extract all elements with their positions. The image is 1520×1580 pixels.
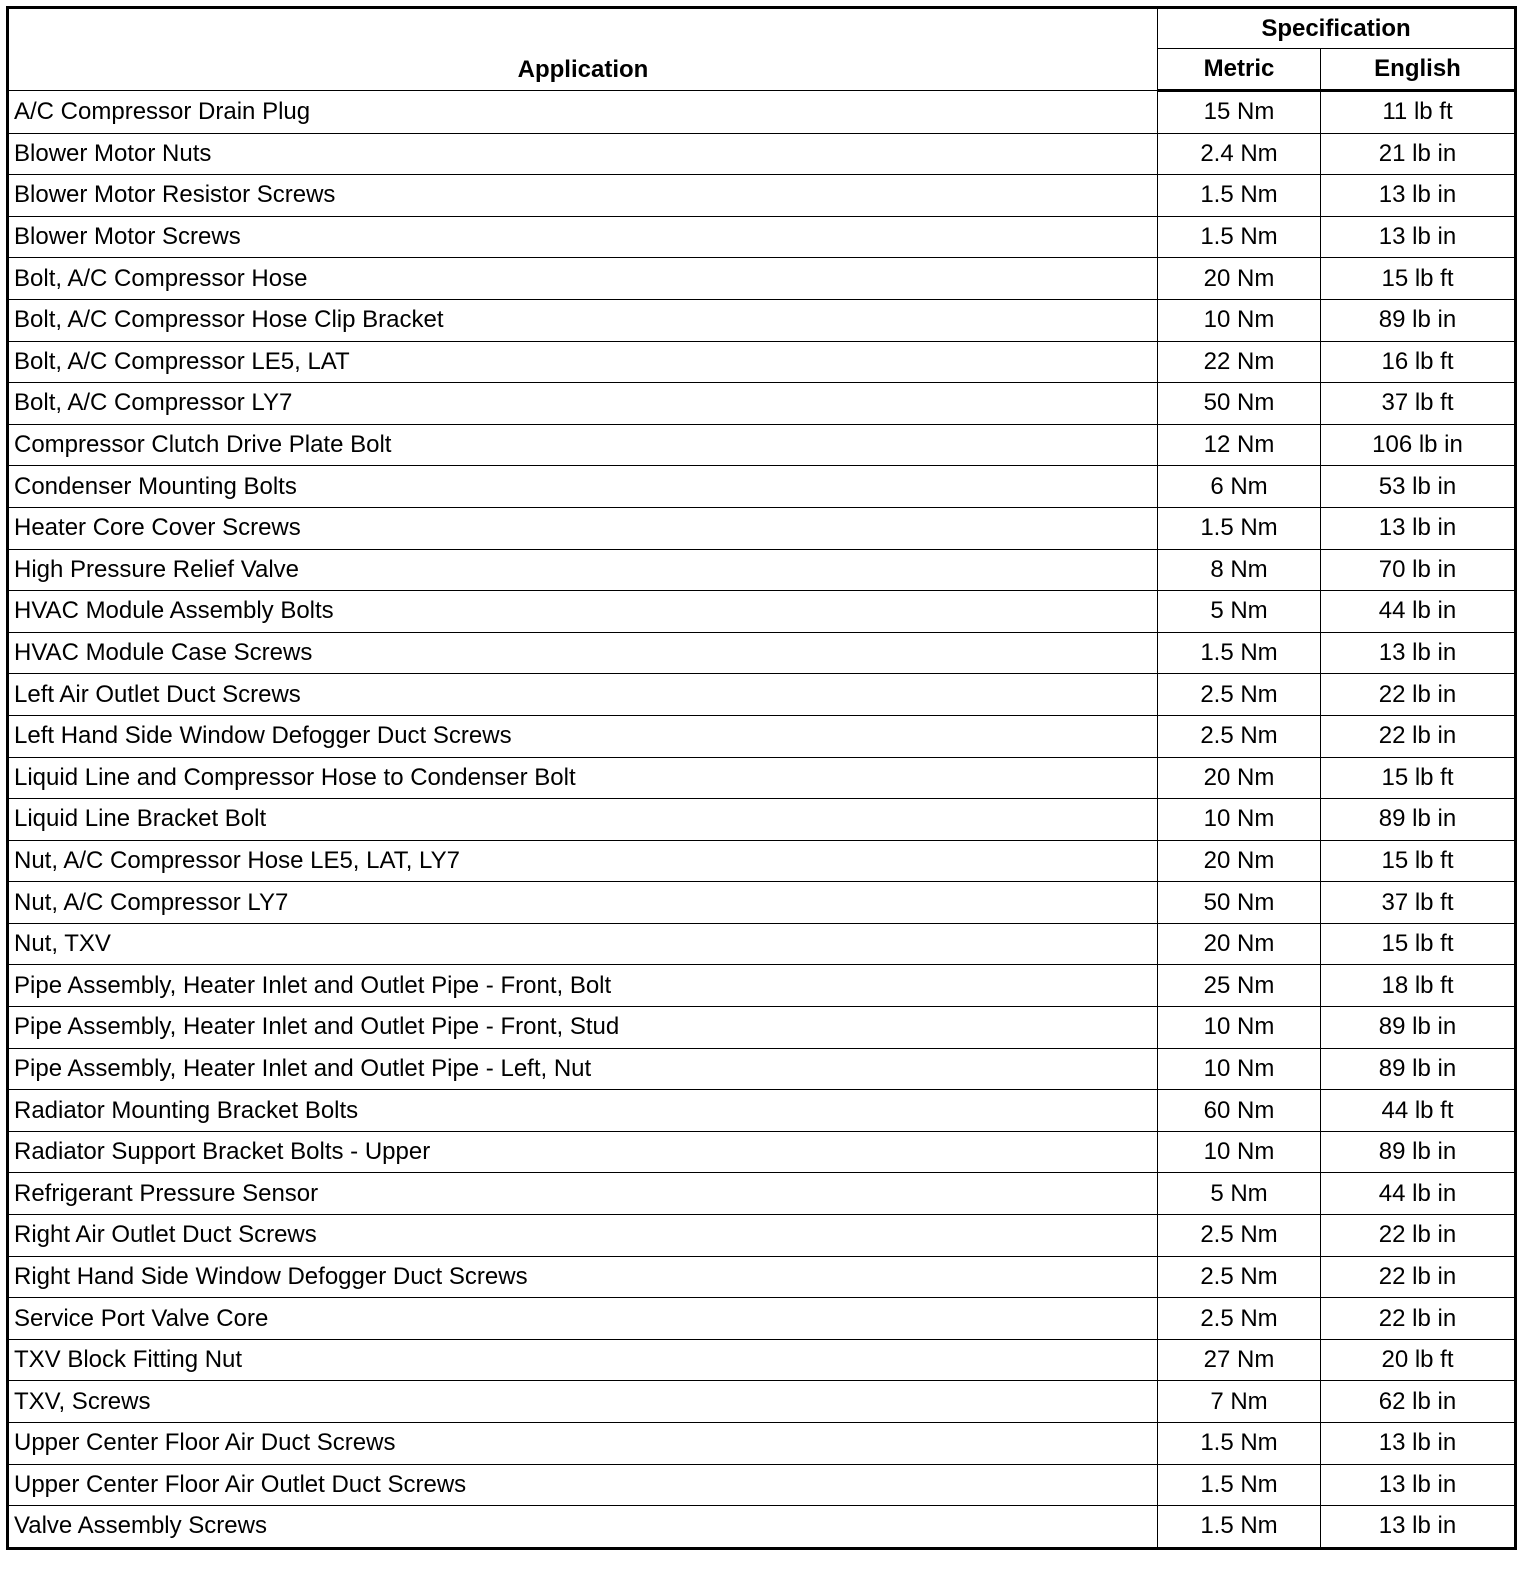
metric-cell: 50 Nm [1158, 383, 1321, 425]
table-row [8, 1506, 1516, 1549]
english-cell: 106 lb in [1321, 424, 1516, 466]
application-cell: Service Port Valve Core [8, 1298, 1158, 1340]
application-cell: Condenser Mounting Bolts [8, 466, 1158, 508]
table-row [8, 258, 1516, 300]
application-cell: Compressor Clutch Drive Plate Bolt [8, 424, 1158, 466]
table-row [8, 1464, 1516, 1506]
english-cell: 20 lb ft [1321, 1339, 1516, 1381]
metric-cell: 1.5 Nm [1158, 1464, 1321, 1506]
application-cell: Liquid Line Bracket Bolt [8, 799, 1158, 841]
application-cell: HVAC Module Case Screws [8, 632, 1158, 674]
table-row [8, 757, 1516, 799]
application-cell: Bolt, A/C Compressor LE5, LAT [8, 341, 1158, 383]
application-cell: Right Hand Side Window Defogger Duct Screws [8, 1256, 1158, 1298]
english-cell: 44 lb in [1321, 1173, 1516, 1215]
metric-cell: 1.5 Nm [1158, 1506, 1321, 1549]
metric-cell: 20 Nm [1158, 923, 1321, 965]
metric-cell: 60 Nm [1158, 1090, 1321, 1132]
table-row [8, 133, 1516, 175]
metric-cell: 6 Nm [1158, 466, 1321, 508]
table-row [8, 1339, 1516, 1381]
application-cell: Nut, A/C Compressor Hose LE5, LAT, LY7 [8, 840, 1158, 882]
table-row [8, 965, 1516, 1007]
english-cell: 15 lb ft [1321, 757, 1516, 799]
english-cell: 44 lb ft [1321, 1090, 1516, 1132]
application-cell: Nut, TXV [8, 923, 1158, 965]
application-cell: Liquid Line and Compressor Hose to Condenser Bolt [8, 757, 1158, 799]
table-row [8, 591, 1516, 633]
english-cell: 89 lb in [1321, 1007, 1516, 1049]
english-cell: 13 lb in [1321, 507, 1516, 549]
metric-cell: 1.5 Nm [1158, 216, 1321, 258]
application-cell: High Pressure Relief Valve [8, 549, 1158, 591]
english-cell: 62 lb in [1321, 1381, 1516, 1423]
table-row [8, 715, 1516, 757]
table-row [8, 299, 1516, 341]
application-cell: Upper Center Floor Air Duct Screws [8, 1423, 1158, 1465]
application-cell: Heater Core Cover Screws [8, 507, 1158, 549]
table-row [8, 1131, 1516, 1173]
english-cell: 89 lb in [1321, 1048, 1516, 1090]
english-cell: 13 lb in [1321, 632, 1516, 674]
english-cell: 22 lb in [1321, 1256, 1516, 1298]
application-cell: A/C Compressor Drain Plug [8, 91, 1158, 134]
metric-header: Metric [1158, 49, 1321, 91]
application-cell: Bolt, A/C Compressor LY7 [8, 383, 1158, 425]
table-row [8, 424, 1516, 466]
table-body [8, 91, 1516, 1549]
english-cell: 15 lb ft [1321, 258, 1516, 300]
application-cell: Valve Assembly Screws [8, 1506, 1158, 1549]
metric-cell: 2.5 Nm [1158, 715, 1321, 757]
table-row [8, 216, 1516, 258]
english-cell: 16 lb ft [1321, 341, 1516, 383]
metric-cell: 10 Nm [1158, 299, 1321, 341]
table-row [8, 507, 1516, 549]
english-cell: 15 lb ft [1321, 923, 1516, 965]
table-row [8, 923, 1516, 965]
metric-cell: 20 Nm [1158, 840, 1321, 882]
table-row [8, 466, 1516, 508]
specification-header: Specification [1158, 8, 1516, 49]
metric-cell: 25 Nm [1158, 965, 1321, 1007]
english-cell: 22 lb in [1321, 1298, 1516, 1340]
table-row [8, 383, 1516, 425]
metric-cell: 12 Nm [1158, 424, 1321, 466]
table-row [8, 1298, 1516, 1340]
header-row [8, 8, 1516, 49]
metric-cell: 10 Nm [1158, 1048, 1321, 1090]
metric-cell: 8 Nm [1158, 549, 1321, 591]
table-row [8, 175, 1516, 217]
table-row [8, 1256, 1516, 1298]
metric-cell: 22 Nm [1158, 341, 1321, 383]
metric-cell: 2.5 Nm [1158, 674, 1321, 716]
table-row [8, 1007, 1516, 1049]
english-cell: 21 lb in [1321, 133, 1516, 175]
metric-cell: 2.5 Nm [1158, 1298, 1321, 1340]
table-header [8, 8, 1516, 91]
application-header: Application [8, 8, 1158, 91]
application-cell: HVAC Module Assembly Bolts [8, 591, 1158, 633]
application-cell: Bolt, A/C Compressor Hose Clip Bracket [8, 299, 1158, 341]
table-row [8, 1048, 1516, 1090]
application-cell: Nut, A/C Compressor LY7 [8, 882, 1158, 924]
metric-cell: 10 Nm [1158, 799, 1321, 841]
metric-cell: 15 Nm [1158, 91, 1321, 134]
english-cell: 13 lb in [1321, 1506, 1516, 1549]
english-cell: 22 lb in [1321, 674, 1516, 716]
application-cell: Upper Center Floor Air Outlet Duct Screws [8, 1464, 1158, 1506]
metric-cell: 1.5 Nm [1158, 1423, 1321, 1465]
application-cell: Right Air Outlet Duct Screws [8, 1215, 1158, 1257]
metric-cell: 1.5 Nm [1158, 175, 1321, 217]
english-cell: 13 lb in [1321, 216, 1516, 258]
english-cell: 13 lb in [1321, 1423, 1516, 1465]
table-row [8, 1423, 1516, 1465]
table-row [8, 1381, 1516, 1423]
application-cell: Pipe Assembly, Heater Inlet and Outlet Pipe - Front, Stud [8, 1007, 1158, 1049]
metric-cell: 7 Nm [1158, 1381, 1321, 1423]
english-cell: 37 lb ft [1321, 383, 1516, 425]
table-row [8, 674, 1516, 716]
application-cell: Radiator Mounting Bracket Bolts [8, 1090, 1158, 1132]
application-cell: Left Air Outlet Duct Screws [8, 674, 1158, 716]
application-cell: Pipe Assembly, Heater Inlet and Outlet Pipe - Left, Nut [8, 1048, 1158, 1090]
application-cell: TXV Block Fitting Nut [8, 1339, 1158, 1381]
table-row [8, 1090, 1516, 1132]
metric-cell: 5 Nm [1158, 1173, 1321, 1215]
table-row [8, 799, 1516, 841]
torque-spec-table [6, 6, 1517, 1550]
english-cell: 15 lb ft [1321, 840, 1516, 882]
english-header: English [1321, 49, 1516, 91]
english-cell: 89 lb in [1321, 299, 1516, 341]
application-cell: Pipe Assembly, Heater Inlet and Outlet Pipe - Front, Bolt [8, 965, 1158, 1007]
english-cell: 22 lb in [1321, 1215, 1516, 1257]
metric-cell: 27 Nm [1158, 1339, 1321, 1381]
table-row [8, 632, 1516, 674]
metric-cell: 1.5 Nm [1158, 632, 1321, 674]
application-cell: Radiator Support Bracket Bolts - Upper [8, 1131, 1158, 1173]
english-cell: 70 lb in [1321, 549, 1516, 591]
table-row [8, 549, 1516, 591]
english-cell: 22 lb in [1321, 715, 1516, 757]
metric-cell: 50 Nm [1158, 882, 1321, 924]
application-cell: Refrigerant Pressure Sensor [8, 1173, 1158, 1215]
metric-cell: 20 Nm [1158, 258, 1321, 300]
english-cell: 13 lb in [1321, 175, 1516, 217]
metric-cell: 5 Nm [1158, 591, 1321, 633]
application-cell: Blower Motor Nuts [8, 133, 1158, 175]
metric-cell: 2.5 Nm [1158, 1215, 1321, 1257]
english-cell: 44 lb in [1321, 591, 1516, 633]
english-cell: 37 lb ft [1321, 882, 1516, 924]
english-cell: 89 lb in [1321, 799, 1516, 841]
metric-cell: 1.5 Nm [1158, 507, 1321, 549]
table-row [8, 1215, 1516, 1257]
english-cell: 13 lb in [1321, 1464, 1516, 1506]
metric-cell: 2.5 Nm [1158, 1256, 1321, 1298]
english-cell: 89 lb in [1321, 1131, 1516, 1173]
metric-cell: 2.4 Nm [1158, 133, 1321, 175]
english-cell: 18 lb ft [1321, 965, 1516, 1007]
english-cell: 11 lb ft [1321, 91, 1516, 134]
application-cell: Blower Motor Resistor Screws [8, 175, 1158, 217]
table-row [8, 1173, 1516, 1215]
application-cell: Left Hand Side Window Defogger Duct Screws [8, 715, 1158, 757]
table-row [8, 840, 1516, 882]
table-row [8, 91, 1516, 134]
metric-cell: 10 Nm [1158, 1007, 1321, 1049]
application-cell: Bolt, A/C Compressor Hose [8, 258, 1158, 300]
table-row [8, 341, 1516, 383]
table-row [8, 882, 1516, 924]
application-cell: TXV, Screws [8, 1381, 1158, 1423]
metric-cell: 20 Nm [1158, 757, 1321, 799]
english-cell: 53 lb in [1321, 466, 1516, 508]
application-cell: Blower Motor Screws [8, 216, 1158, 258]
metric-cell: 10 Nm [1158, 1131, 1321, 1173]
